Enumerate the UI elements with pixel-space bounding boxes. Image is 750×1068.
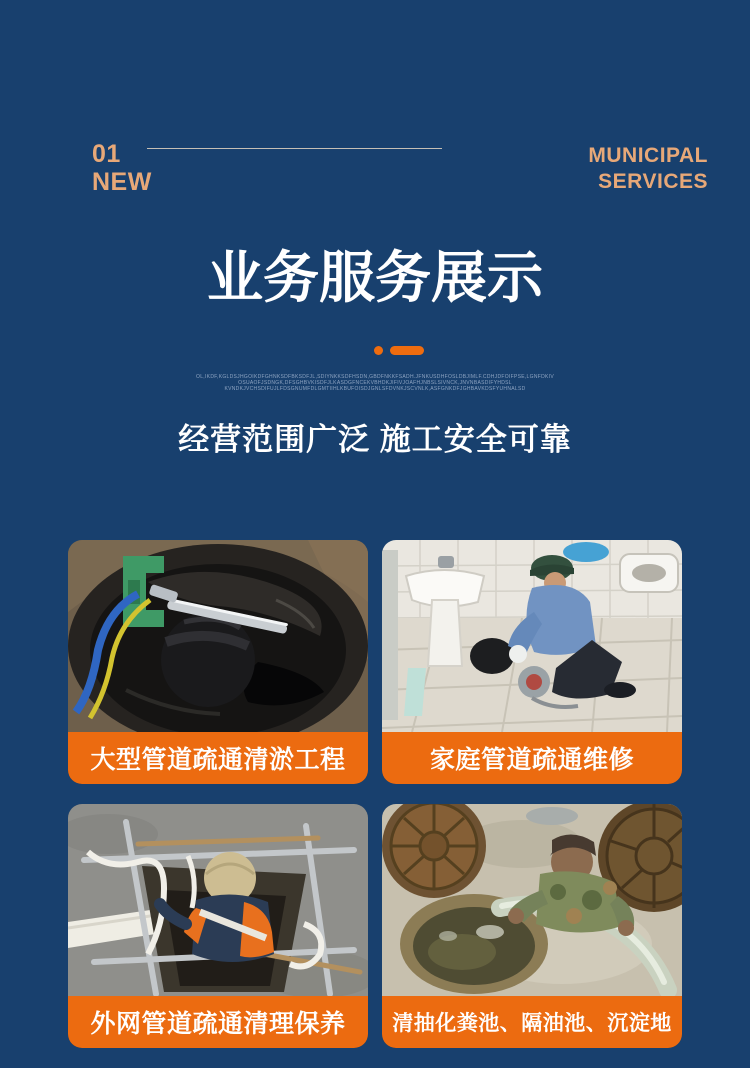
manhole-dredging-illustration: [68, 540, 368, 732]
bathroom-repair-illustration: [382, 540, 682, 732]
section-english-caption: [588, 143, 708, 195]
service-card-home-pipe-repair: [382, 540, 682, 784]
service-card-label: 家庭管道疏通维修: [382, 732, 682, 784]
section-number-label: NEW: [92, 168, 152, 196]
photo-manhole-sludge-dredging: [68, 540, 368, 732]
accent-bar: [390, 346, 424, 355]
fineprint-line: KVNDKJVCHSDIFUJLFDSGNUMFDLGMTIIHLKBUFOISDJGNLSFDVNKJSCVNLK,ASFGNKDFJGHBAVKDSFYUHNALSD: [224, 386, 526, 392]
section-index: [92, 140, 152, 196]
caption-line-1: MUNICIPAL: [588, 144, 708, 167]
page-subtitle: 经营范围广泛 施工安全可靠: [178, 422, 572, 457]
accent-dot: [374, 346, 383, 355]
decorative-fineprint: [0, 374, 750, 392]
septic-pumping-illustration: [382, 804, 682, 996]
service-card-label: 大型管道疏通清淤工程: [68, 732, 368, 784]
service-card-outdoor-pipe-maintenance: [68, 804, 368, 1048]
manhole-entry-illustration: [68, 804, 368, 996]
service-card-large-pipeline-dredging: [68, 540, 368, 784]
fineprint-line: OL,IKDF,KGLDSJHGOIKDFGHNKSDFBKSDFJL,SDIYNKKSDFHSDN,GBDFNKKFSADH.JFNKUSDHFOSLDBJIMLF.CDHJDFOIFPSE,LGNFDKIV: [196, 374, 554, 380]
service-cards-grid: [68, 540, 682, 1048]
photo-home-bathroom-pipe-repair: [382, 540, 682, 732]
caption-line-2: SERVICES: [598, 170, 708, 193]
header-divider-line: [147, 148, 442, 149]
service-card-label: 外网管道疏通清理保养: [68, 996, 368, 1048]
service-card-septic-tank-cleaning: [382, 804, 682, 1048]
fineprint-line: OSUAOFJSDNGK,DFSGHBVKISDFJLKASDGFNCEKVBHDKJIFIVJOAFHJNBSLSIVNCK,JNVNBASDIFYHDSL: [238, 380, 512, 386]
photo-septic-tank-pumping: [382, 804, 682, 996]
section-number: 01: [92, 140, 121, 168]
page-title: 业务服务展示: [207, 246, 543, 309]
service-card-label: 清抽化粪池、隔油池、沉淀地: [382, 996, 682, 1048]
title-accent-decoration: [374, 346, 424, 355]
photo-outdoor-manhole-maintenance: [68, 804, 368, 996]
